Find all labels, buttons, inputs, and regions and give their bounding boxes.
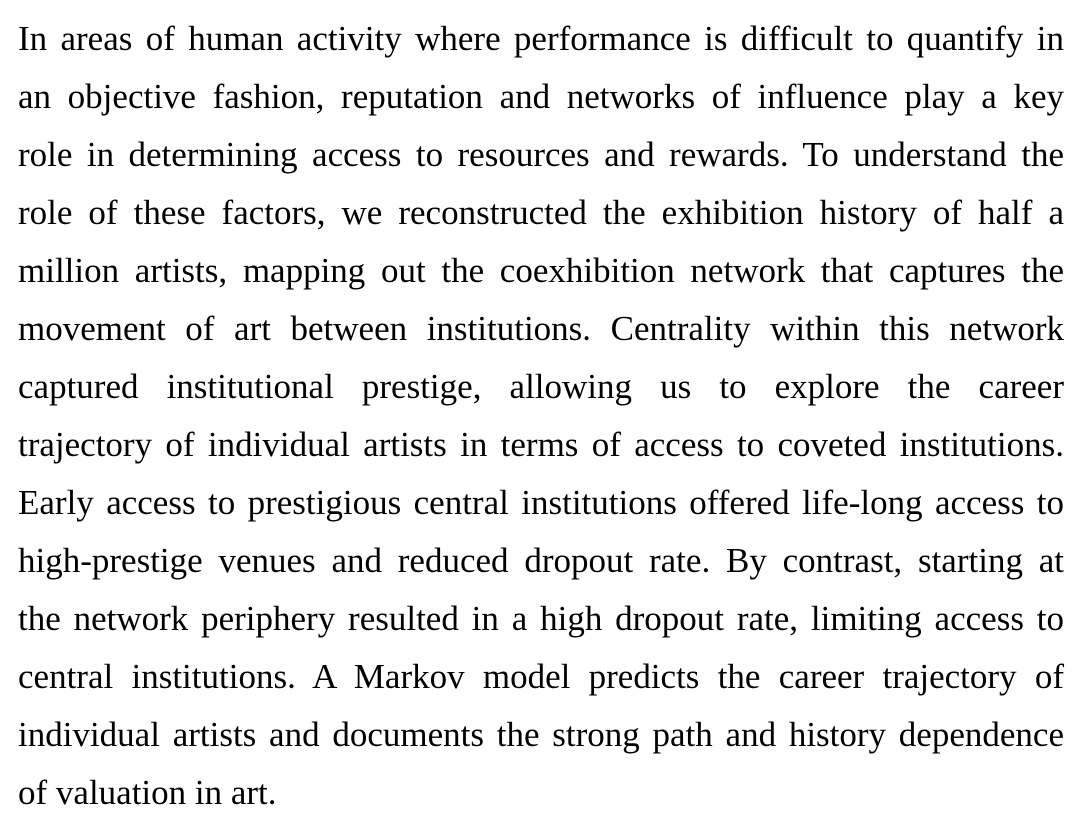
abstract-line: captured institutional prestige, allowing us to explore the career: [18, 367, 1064, 406]
abstract-line: of valuation in art.: [18, 773, 277, 812]
abstract-line: central institutions. A Markov model predicts the career trajectory of: [18, 657, 1064, 696]
abstract-line: role of these factors, we reconstructed the exhibition history of half a: [18, 193, 1064, 232]
abstract-line: In areas of human activity where performance is difficult to quantify in: [18, 19, 1064, 58]
abstract-line: trajectory of individual artists in terms of access to coveted institutions.: [18, 425, 1064, 464]
abstract-line: Early access to prestigious central institutions offered life-long access to: [18, 483, 1064, 522]
abstract-line: individual artists and documents the strong path and history dependence: [18, 715, 1064, 754]
abstract-line: an objective fashion, reputation and networks of influence play a key: [18, 77, 1064, 116]
abstract-line: the network periphery resulted in a high dropout rate, limiting access to: [18, 599, 1064, 638]
abstract-line: movement of art between institutions. Centrality within this network: [18, 309, 1064, 348]
abstract-paragraph: [18, 10, 1064, 822]
abstract-line: million artists, mapping out the coexhibition network that captures the: [18, 251, 1064, 290]
abstract-line: high-prestige venues and reduced dropout rate. By contrast, starting at: [18, 541, 1064, 580]
abstract-line: role in determining access to resources and rewards. To understand the: [18, 135, 1064, 174]
